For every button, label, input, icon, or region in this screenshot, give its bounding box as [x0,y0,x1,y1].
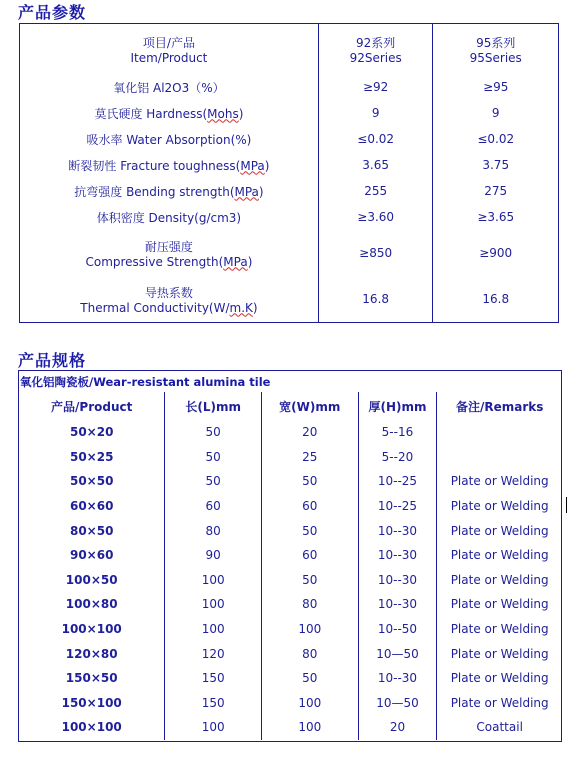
cell-product: 90×60 [19,543,165,568]
cell-width: 80 [261,641,358,666]
cell-width: 100 [261,617,358,642]
param-value-95: 275 [433,178,559,204]
item-cn: 项目/产品 [142,35,195,50]
label-text: 莫氏硬度 Hardness( [94,106,208,121]
label-text: Compressive Strength( [85,254,224,269]
compressive-cn: 耐压强度 [144,239,193,254]
cell-length: 150 [165,691,262,716]
cell-thickness: 10--30 [358,568,437,593]
param-value-92: ≥3.60 [318,204,433,230]
params-header-92 [318,24,433,75]
param-label: 吸水率 Water Absorption(%) [20,126,319,152]
cell-length: 150 [165,666,262,691]
cell-width: 100 [261,691,358,716]
params-row-bending [20,178,559,204]
cell-width: 100 [261,715,358,740]
cell-width: 50 [261,518,358,543]
cell-length: 60 [165,494,262,519]
params-row-hardness [20,100,559,126]
table-row [19,543,562,568]
compressive-en [20,255,318,269]
cell-length: 100 [165,568,262,593]
cell-width: 50 [261,568,358,593]
label-suffix: ) [247,254,253,269]
param-value-92: 3.65 [318,152,433,178]
cell-product: 100×100 [19,617,165,642]
cell-product: 50×20 [19,420,165,445]
param-label [20,178,319,204]
series92-en: 92Series [349,50,402,65]
col-remarks: 备注/Remarks [437,392,562,420]
cell-width: 20 [261,420,358,445]
params-header-item [20,24,319,75]
col-length: 长(L)mm [165,392,262,420]
table-row [19,617,562,642]
table-row [19,666,562,691]
cell-product: 100×100 [19,715,165,740]
cell-length: 50 [165,445,262,470]
label-text: 断裂韧性 Fracture toughness( [68,158,241,173]
series92-cn: 92系列 [356,35,396,50]
cell-thickness: 20 [358,715,437,740]
param-value-92: 9 [318,100,433,126]
cell-remarks: Plate or Welding [437,617,562,642]
params-row-thermal [20,276,559,323]
param-label [20,276,319,323]
col-thickness: 厚(H)mm [358,392,437,420]
spec-caption: 氧化铝陶瓷板/Wear-resistant alumina tile [20,375,271,389]
cell-length: 80 [165,518,262,543]
params-row-fracture [20,152,559,178]
cell-thickness: 10--25 [358,469,437,494]
params-header-95 [433,24,559,75]
params-row-density [20,204,559,230]
cell-product: 100×80 [19,592,165,617]
cell-remarks: Plate or Welding [437,691,562,716]
label-unit: MPa [240,158,265,173]
param-label [20,152,319,178]
cell-remarks: Plate or Welding [437,641,562,666]
table-row [19,641,562,666]
param-value-95: 3.75 [433,152,559,178]
label-unit: Mohs [207,106,239,121]
cell-thickness: 5--16 [358,420,437,445]
params-row-alumina [20,74,559,100]
series95-en: 95Series [469,50,522,65]
param-value-95: ≥95 [433,74,559,100]
param-value-92: 16.8 [318,276,433,323]
cell-thickness: 5--20 [358,445,437,470]
label-suffix: ) [252,300,258,315]
col-product: 产品/Product [19,392,165,420]
params-header-row [20,24,559,75]
cell-remarks: Plate or Welding [437,592,562,617]
cell-width: 80 [261,592,358,617]
param-value-95: ≥900 [433,230,559,276]
series95-cn: 95系列 [476,35,516,50]
col-width: 宽(W)mm [261,392,358,420]
cell-remarks [437,420,562,445]
cell-thickness: 10--30 [358,518,437,543]
cell-width: 60 [261,543,358,568]
cell-width: 50 [261,666,358,691]
cell-remarks: Plate or Welding [437,469,562,494]
thermal-cn: 导热系数 [144,285,193,300]
cell-product: 60×60 [19,494,165,519]
spec-section-title: 产品规格 [18,351,87,370]
cell-length: 120 [165,641,262,666]
cell-thickness: 10—50 [358,691,437,716]
cell-product: 120×80 [19,641,165,666]
params-table [19,23,559,323]
cell-length: 100 [165,715,262,740]
cell-product: 80×50 [19,518,165,543]
item-en: Item/Product [130,50,208,65]
spec-table [19,392,562,740]
cell-thickness: 10—50 [358,641,437,666]
cell-length: 100 [165,592,262,617]
label-text: Thermal Conductivity(W/ [80,300,230,315]
spec-header-row [19,392,562,420]
param-value-92: ≥92 [318,74,433,100]
table-row [19,568,562,593]
cell-length: 50 [165,420,262,445]
table-row [19,445,562,470]
label-text: 抗弯强度 Bending strength( [74,184,235,199]
cell-product: 50×50 [19,469,165,494]
table-row [19,420,562,445]
params-section-title: 产品参数 [18,3,87,22]
label-unit: m.K [229,300,253,315]
cell-width: 60 [261,494,358,519]
param-value-95: ≤0.02 [433,126,559,152]
cell-product: 100×50 [19,568,165,593]
label-unit: MPa [234,184,259,199]
table-row [19,592,562,617]
params-row-absorption [20,126,559,152]
cell-length: 100 [165,617,262,642]
cell-remarks: Plate or Welding [437,543,562,568]
cell-width: 25 [261,445,358,470]
cell-thickness: 10--50 [358,617,437,642]
cell-width: 50 [261,469,358,494]
table-row [19,518,562,543]
table-row [19,494,562,519]
thermal-en [20,301,318,315]
label-suffix: ) [264,158,270,173]
param-label: 体积密度 Density(g/cm3) [20,204,319,230]
label-unit: MPa [223,254,248,269]
cell-remarks [437,445,562,470]
cell-length: 90 [165,543,262,568]
cell-product: 150×50 [19,666,165,691]
text-cursor [566,497,567,513]
param-value-95: 9 [433,100,559,126]
param-value-95: 16.8 [433,276,559,323]
cell-remarks: Plate or Welding [437,518,562,543]
param-value-95: ≥3.65 [433,204,559,230]
param-value-92: ≤0.02 [318,126,433,152]
cell-remarks: Coattail [437,715,562,740]
params-row-compressive [20,230,559,276]
param-value-92: 255 [318,178,433,204]
cell-product: 50×25 [19,445,165,470]
cell-thickness: 10--30 [358,666,437,691]
cell-remarks: Plate or Welding [437,666,562,691]
cell-remarks: Plate or Welding [437,494,562,519]
table-row [19,469,562,494]
param-label [20,100,319,126]
param-value-92: ≥850 [318,230,433,276]
cell-remarks: Plate or Welding [437,568,562,593]
cell-thickness: 10--30 [358,543,437,568]
spec-body [19,420,562,740]
cell-thickness: 10--25 [358,494,437,519]
cell-length: 50 [165,469,262,494]
label-suffix: ) [258,184,264,199]
param-label [20,230,319,276]
label-suffix: ) [238,106,244,121]
cell-thickness: 10--30 [358,592,437,617]
table-row [19,691,562,716]
cell-product: 150×100 [19,691,165,716]
table-row [19,715,562,740]
param-label: 氧化铝 Al2O3（%） [20,74,319,100]
